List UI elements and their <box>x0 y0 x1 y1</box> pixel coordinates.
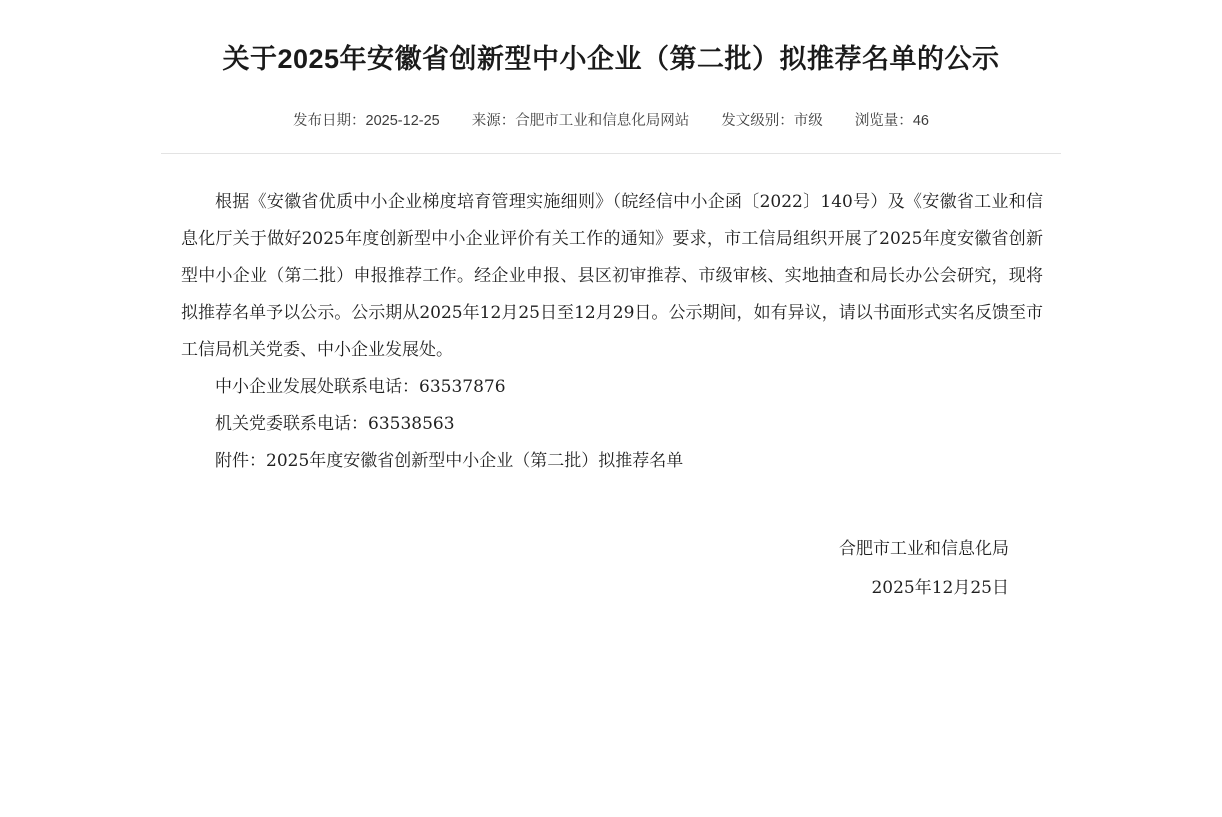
meta-publish-date-value: 2025-12-25 <box>365 113 440 129</box>
meta-source-label: 来源： <box>471 113 516 129</box>
article-body <box>161 184 1061 480</box>
meta-source <box>472 110 690 132</box>
meta-level <box>721 110 823 132</box>
header-divider <box>161 153 1061 154</box>
article-container <box>161 0 1061 608</box>
article-metadata <box>161 110 1061 132</box>
body-paragraph-1: 根据《安徽省优质中小企业梯度培育管理实施细则》（皖经信中小企函〔2022〕140号）及《安徽省工业和信息化厅关于做好2025年度创新型中小企业评价有关工作的通知》要求，市工信局组织开展了2025年度安徽省创新型中小企业（第二批）申报推荐工作。经企业申报、县区初审推荐、市级审核、实地抽查和局长办公会研究，现将拟推荐名单予以公示。公示期从2025年12月25日至12月29日。公示期间，如有异议，请以书面形式实名反馈至市工信局机关党委、中小企业发展处。 <box>181 192 1043 360</box>
meta-views <box>855 110 929 132</box>
meta-level-label: 发文级别： <box>721 113 794 129</box>
signature-block <box>161 530 1061 608</box>
meta-publish-date-label: 发布日期： <box>293 113 366 129</box>
page-title: 关于2025年安徽省创新型中小企业（第二批）拟推荐名单的公示 <box>222 44 1000 74</box>
meta-level-value: 市级 <box>793 113 823 129</box>
contact-phone-party-committee: 机关党委联系电话：63538563 <box>215 414 455 434</box>
meta-publish-date <box>293 110 440 132</box>
attachment-line: 附件：2025年度安徽省创新型中小企业（第二批）拟推荐名单 <box>215 451 684 471</box>
meta-views-value: 46 <box>912 113 929 129</box>
meta-source-value: 合肥市工业和信息化局网站 <box>515 113 690 129</box>
signature-date: 2025年12月25日 <box>871 578 1009 598</box>
signature-organization: 合肥市工业和信息化局 <box>839 539 1009 559</box>
meta-views-label: 浏览量： <box>854 113 913 129</box>
contact-phone-sme-development: 中小企业发展处联系电话：63537876 <box>215 377 506 397</box>
